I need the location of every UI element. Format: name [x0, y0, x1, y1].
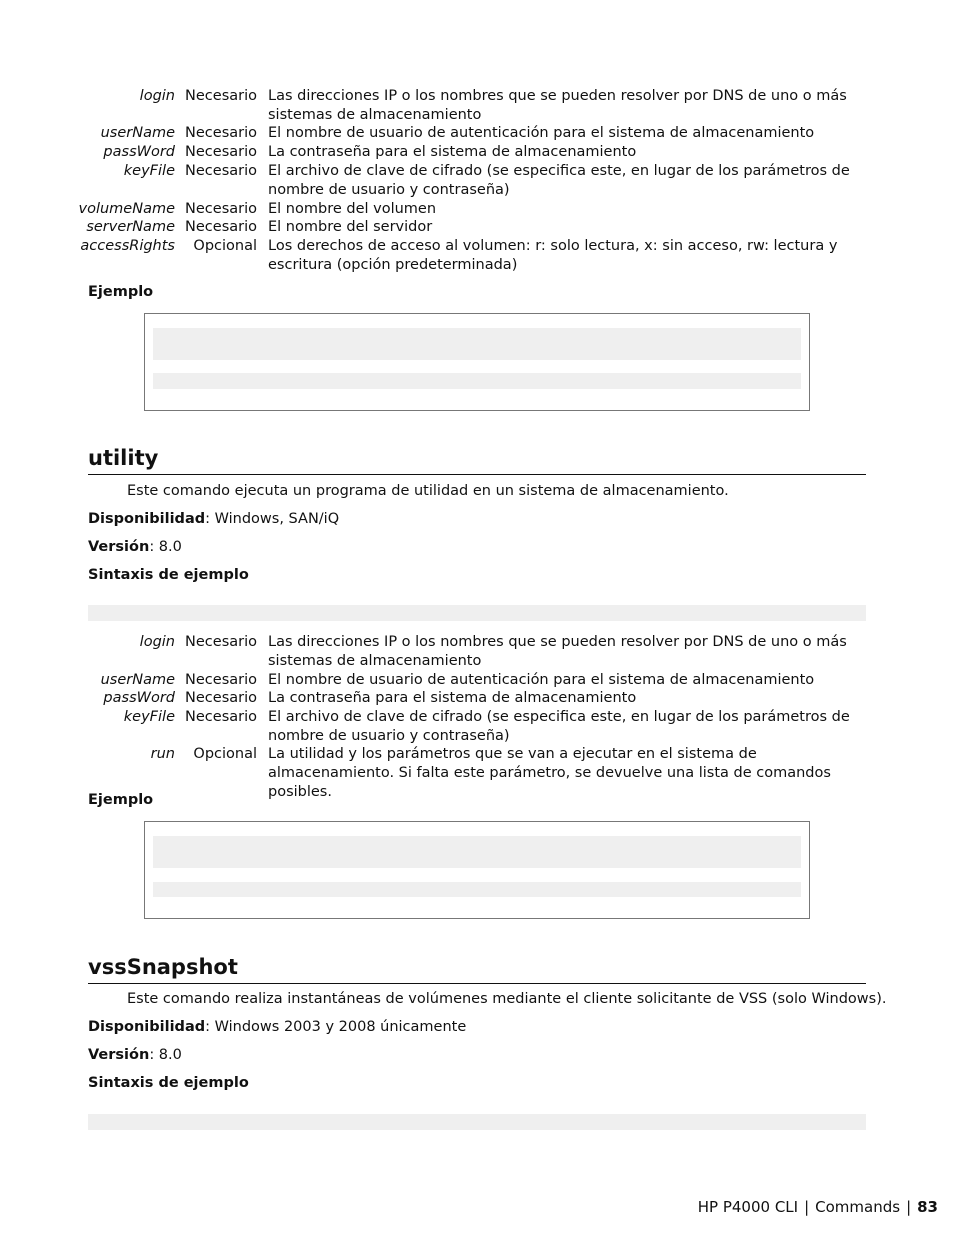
param-name: accessRights — [80, 238, 175, 254]
param-required: Necesario — [185, 125, 257, 141]
page-number: 83 — [917, 1198, 938, 1216]
example-heading: Ejemplo — [88, 792, 154, 808]
param-description: El nombre del volumen — [268, 201, 437, 217]
param-description: Los derechos de acceso al volumen: r: solo lectura, x: sin acceso, rw: lectura y escritura (opción predeterminada) — [268, 238, 838, 273]
availability — [88, 1019, 466, 1035]
syntax-code-line — [88, 1114, 866, 1130]
param-required: Necesario — [185, 201, 257, 217]
param-required: Opcional — [193, 238, 257, 254]
param-name: userName — [100, 672, 175, 688]
version-label: Versión — [88, 539, 150, 555]
version-label: Versión — [88, 1047, 150, 1063]
param-required: Necesario — [185, 690, 257, 706]
version-value: : 8.0 — [149, 1047, 182, 1063]
example-code-box — [144, 313, 810, 411]
param-description: La contraseña para el sistema de almacenamiento — [268, 144, 637, 160]
availability-value: : Windows, SAN/iQ — [205, 511, 340, 527]
section-rule — [88, 474, 866, 475]
availability-label: Disponibilidad — [88, 1019, 206, 1035]
section-title-utility: utility — [88, 446, 159, 470]
param-required: Necesario — [185, 144, 257, 160]
param-description: Las direcciones IP o los nombres que se pueden resolver por DNS de uno o más sistemas de almacenamiento — [268, 634, 847, 669]
param-required: Necesario — [185, 88, 257, 104]
param-description: El archivo de clave de cifrado (se especifica este, en lugar de los parámetros de nombre de usuario y contraseña) — [268, 163, 850, 198]
version-value: : 8.0 — [149, 539, 182, 555]
footer-section: Commands — [815, 1198, 901, 1216]
param-required: Necesario — [185, 709, 257, 725]
code-line — [153, 882, 801, 897]
param-name: volumeName — [78, 201, 175, 217]
param-description: El nombre de usuario de autenticación para el sistema de almacenamiento — [268, 672, 815, 688]
param-description: Las direcciones IP o los nombres que se pueden resolver por DNS de uno o más sistemas de almacenamiento — [268, 88, 847, 123]
availability-value: : Windows 2003 y 2008 únicamente — [205, 1019, 467, 1035]
param-description: El archivo de clave de cifrado (se especifica este, en lugar de los parámetros de nombre de usuario y contraseña) — [268, 709, 850, 744]
param-name: keyFile — [123, 163, 175, 179]
code-line — [153, 836, 801, 868]
param-description: La utilidad y los parámetros que se van a ejecutar en el sistema de almacenamiento. Si falta este parámetro, se devuelve una lista de comandos posibles. — [268, 746, 831, 800]
footer-separator: | — [906, 1198, 912, 1216]
param-name: login — [139, 88, 175, 104]
syntax-heading: Sintaxis de ejemplo — [88, 1075, 249, 1091]
param-name: login — [139, 634, 175, 650]
example-code-box — [144, 821, 810, 919]
footer-doc-title: HP P4000 CLI — [697, 1198, 799, 1216]
page-footer — [698, 1198, 938, 1216]
version — [88, 539, 182, 555]
param-name: passWord — [103, 144, 175, 160]
code-line — [153, 328, 801, 360]
param-name: passWord — [103, 690, 175, 706]
section-intro: Este comando realiza instantáneas de volúmenes mediante el cliente solicitante de VSS (solo Windows). — [127, 991, 887, 1007]
param-required: Necesario — [185, 219, 257, 235]
availability — [88, 511, 339, 527]
param-required: Necesario — [185, 163, 257, 179]
param-description: La contraseña para el sistema de almacenamiento — [268, 690, 637, 706]
footer-separator: | — [804, 1198, 810, 1216]
param-required: Necesario — [185, 634, 257, 650]
syntax-code-line — [88, 605, 866, 621]
param-name: userName — [100, 125, 175, 141]
version — [88, 1047, 182, 1063]
param-required: Opcional — [193, 746, 257, 762]
example-heading: Ejemplo — [88, 284, 154, 300]
availability-label: Disponibilidad — [88, 511, 206, 527]
param-required: Necesario — [185, 672, 257, 688]
code-line — [153, 373, 801, 389]
param-name: run — [150, 746, 175, 762]
section-title-vsssnapshot: vssSnapshot — [88, 955, 238, 979]
param-description: El nombre de usuario de autenticación para el sistema de almacenamiento — [268, 125, 815, 141]
syntax-heading: Sintaxis de ejemplo — [88, 567, 249, 583]
param-name: serverName — [86, 219, 175, 235]
section-rule — [88, 983, 866, 984]
param-description: El nombre del servidor — [268, 219, 433, 235]
section-intro: Este comando ejecuta un programa de utilidad en un sistema de almacenamiento. — [127, 483, 729, 499]
param-name: keyFile — [123, 709, 175, 725]
